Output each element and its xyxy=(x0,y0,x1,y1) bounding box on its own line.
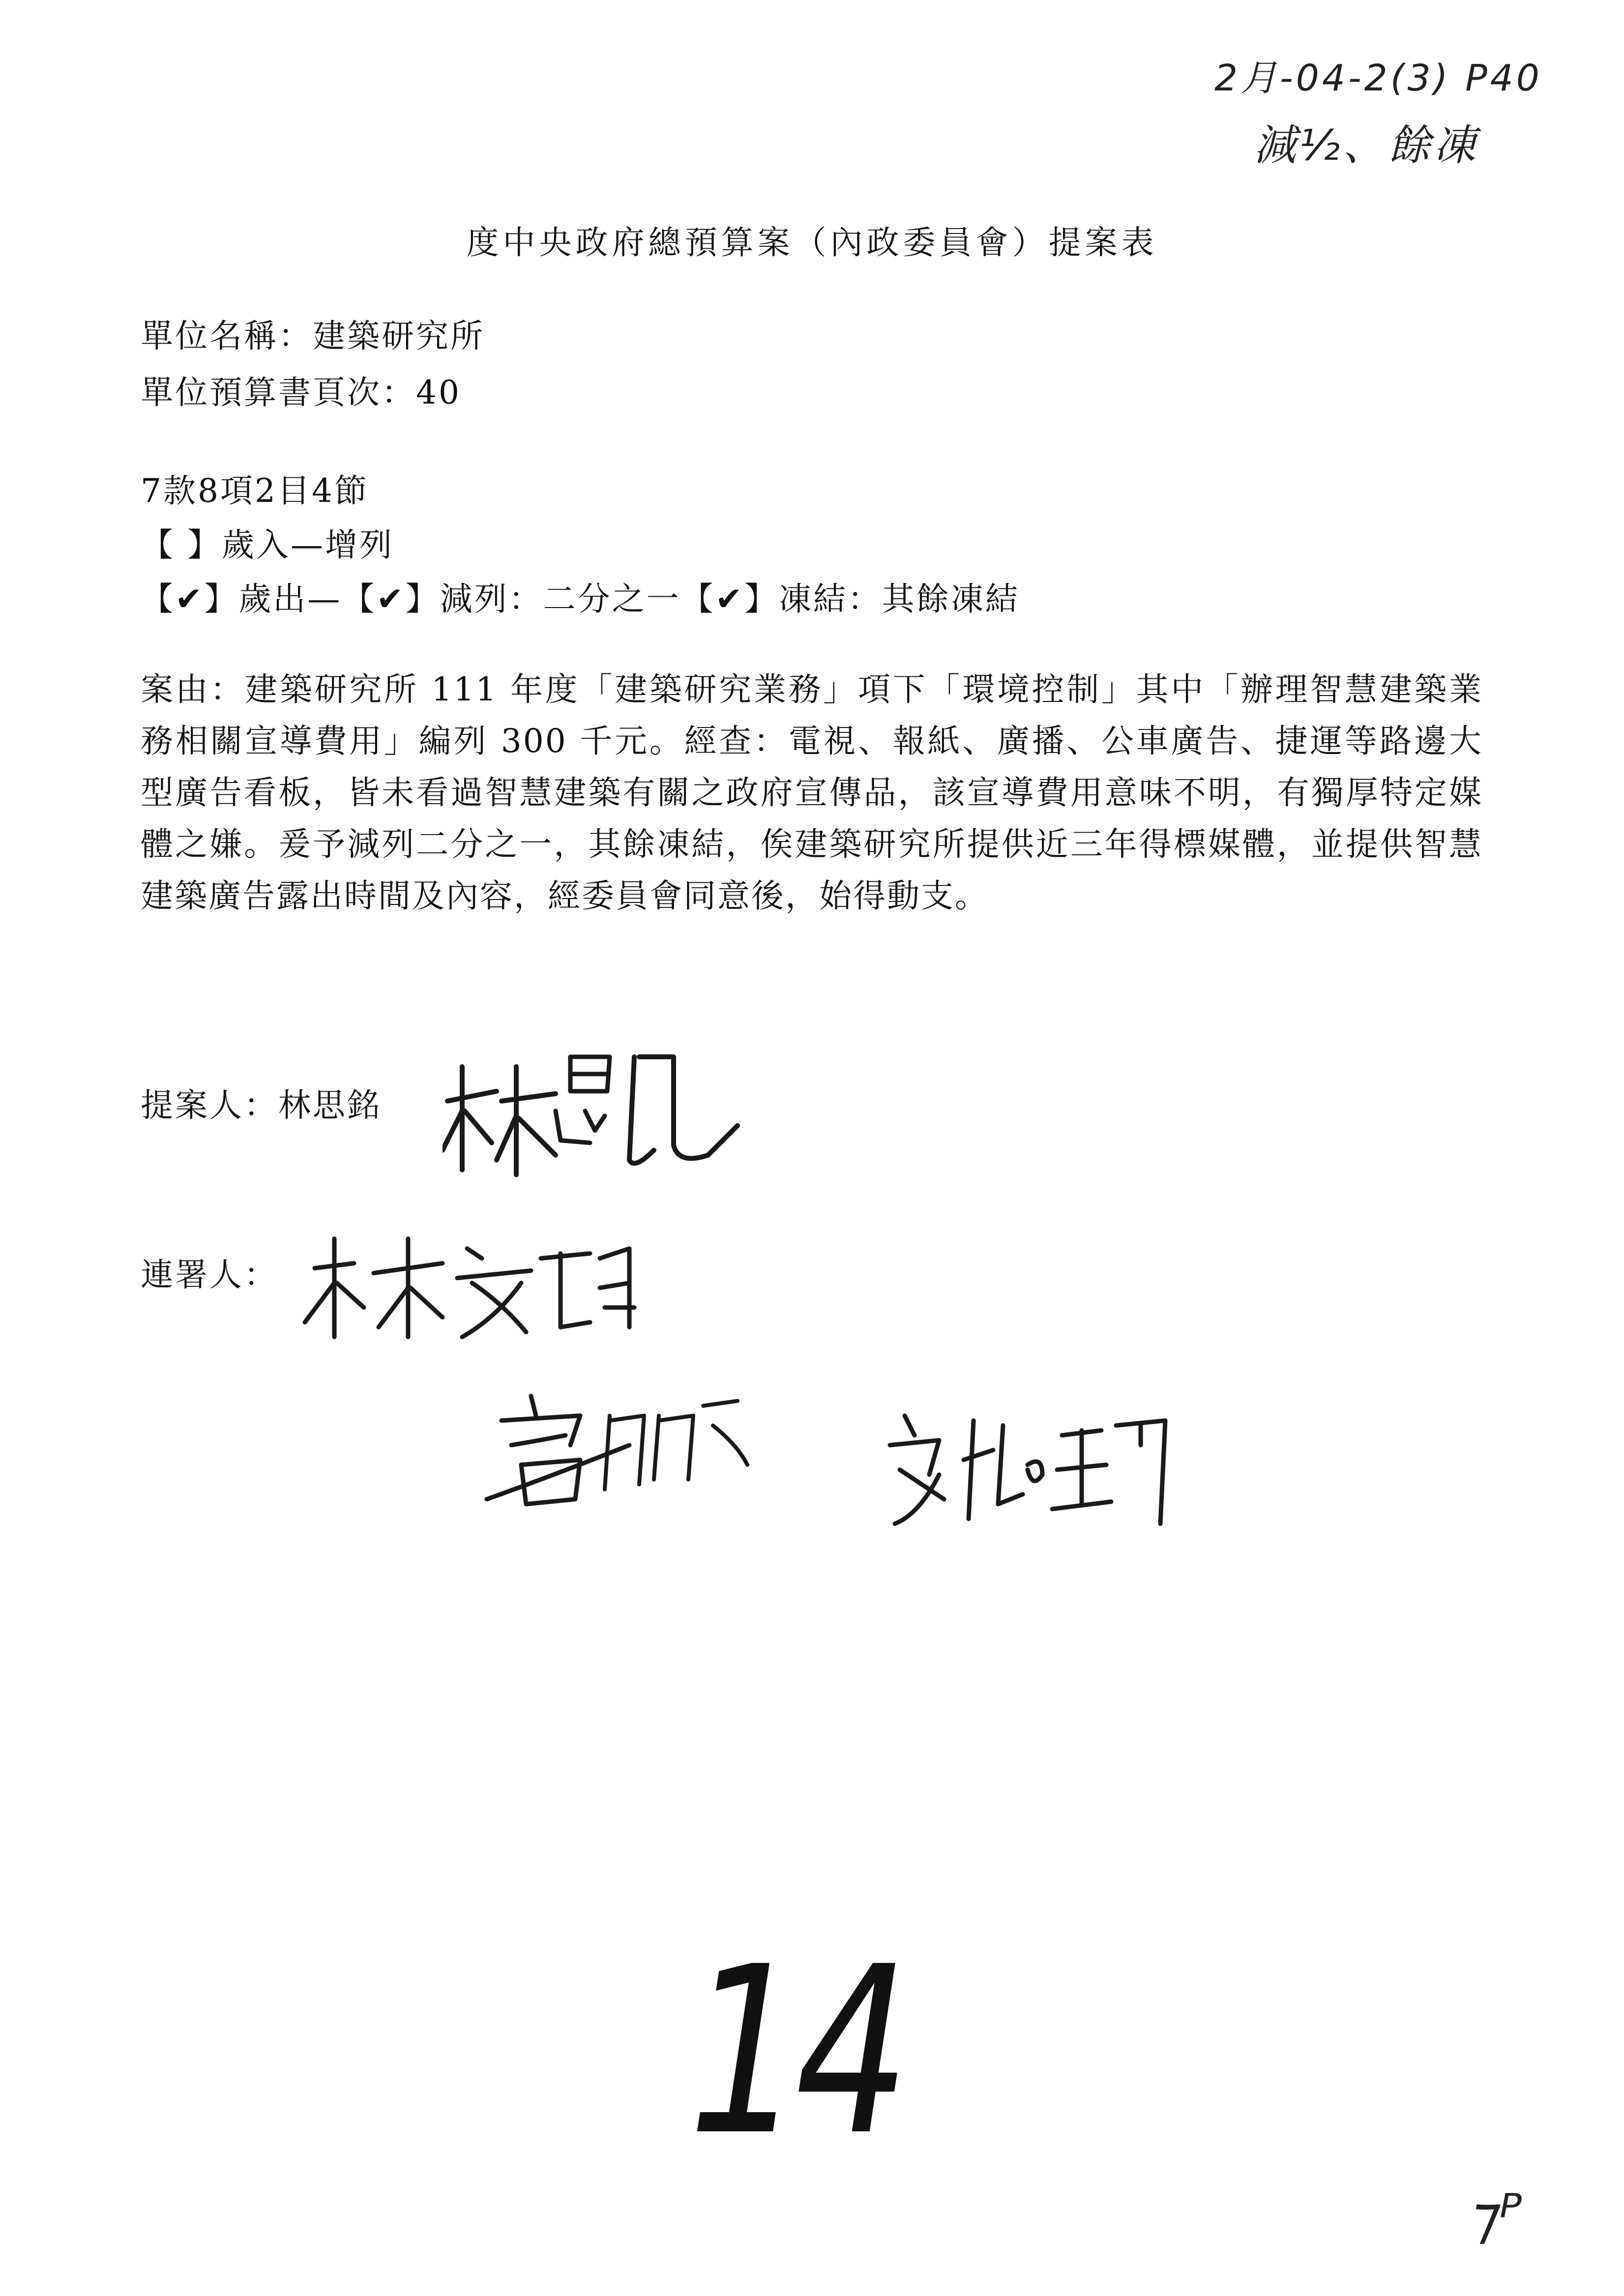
cosigner-signature-1 xyxy=(295,1229,639,1349)
proposer-line xyxy=(141,1079,382,1126)
document-title: 度中央政府總預算案（內政委員會）提案表 xyxy=(466,224,1158,262)
unit-name-line xyxy=(141,310,485,356)
cut-checkbox: 【✔】 xyxy=(342,580,440,618)
proposer-signature xyxy=(443,1037,747,1196)
cosigner-label: 連署人： xyxy=(141,1256,278,1294)
freeze-label: 凍結：其餘凍結 xyxy=(778,580,1020,618)
budget-section: 7款8項2目4節 xyxy=(141,472,369,510)
corner-handwritten-mark: ⁊ᴾ xyxy=(1470,2182,1522,2251)
revenue-label: 歲入—增列 xyxy=(221,526,394,564)
expense-label: 歲出— xyxy=(238,580,342,618)
handwritten-note-line1: 2月-04-2(3) P40 xyxy=(1214,57,1542,99)
handwritten-reference-note xyxy=(1214,49,1542,172)
proposer-label: 提案人： xyxy=(141,1086,278,1124)
unit-name-label: 單位名稱： xyxy=(141,317,313,355)
check-mark-icon: ✔ xyxy=(175,580,205,618)
revenue-checkbox: 【 】 xyxy=(141,526,222,564)
cosigner-signature-3 xyxy=(885,1406,1180,1536)
cosigner-line xyxy=(141,1249,278,1295)
unit-page-value: 40 xyxy=(416,374,461,411)
proposer-name: 林思銘 xyxy=(278,1086,382,1124)
unit-page-line xyxy=(141,366,461,413)
cosigner-signature-2 xyxy=(482,1386,757,1536)
case-description: 案由：建築研究所 111 年度「建築研究業務」項下「環境控制」其中「辦理智慧建築業務相關宣導費用」編列 300 千元。經查：電視、報紙、廣播、公車廣告、捷運等路邊大型廣告看板，皆未看過智慧建築有關之政府宣傳品，該宣導費用意味不明，有獨厚特定媒體之嫌。爰予減列二分之一，其餘凍結，俟建築研究所提供近三年得標媒體，並提供智慧建築廣告露出時間及內容，經委員會同意後，始得動支。 xyxy=(141,670,1483,915)
freeze-checkbox: 【✔】 xyxy=(680,580,779,618)
expense-option-line xyxy=(141,573,1020,619)
revenue-option-line xyxy=(141,519,394,565)
expense-checkbox: 【✔】 xyxy=(141,580,239,618)
handwritten-page-number: 14 xyxy=(688,1917,903,2186)
cut-label: 減列：二分之一 xyxy=(440,580,681,618)
unit-name-value: 建築研究所 xyxy=(313,317,485,355)
check-mark-icon: ✔ xyxy=(376,580,406,618)
handwritten-note-line2: 減½、餘凍 xyxy=(1254,121,1479,170)
check-mark-icon: ✔ xyxy=(715,580,744,618)
unit-page-label: 單位預算書頁次： xyxy=(141,374,416,411)
